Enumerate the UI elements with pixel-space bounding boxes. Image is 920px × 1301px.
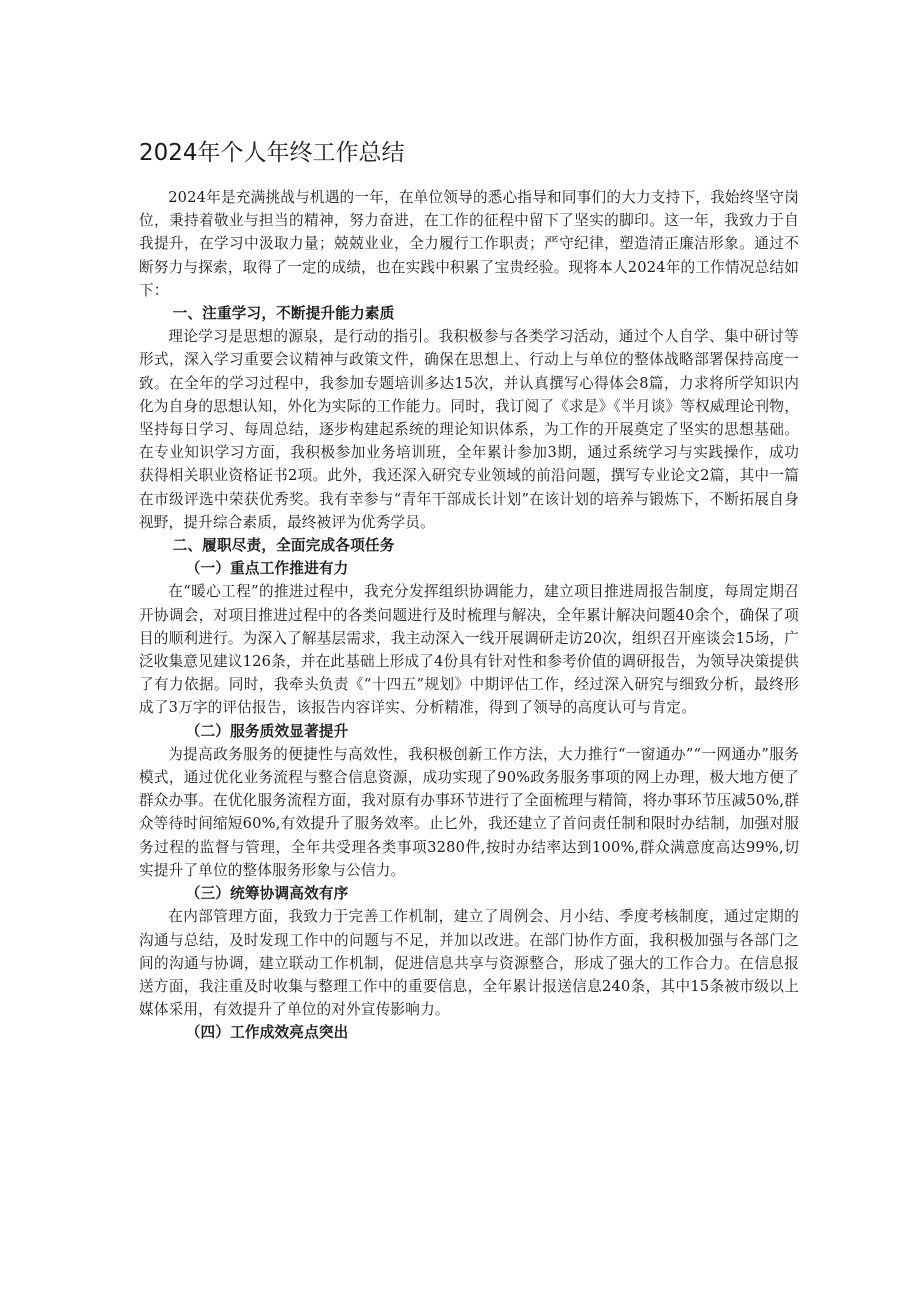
subsection-heading-coordination: （三）统筹协调高效有序	[185, 885, 349, 903]
subsection-heading-highlights: （四）工作成效亮点突出	[185, 1024, 349, 1042]
section-heading-duties: 二、履职尽责，全面完成各项任务	[172, 537, 395, 555]
subsection-paragraph-key-work: 在“暖心工程”的推进过程中，我充分发挥组织协调能力，建立项目推进周报告制度，每周定期召开协调会，对项目推进过程中的各类问题进行及时梳理与解决，全年累计解决问题40余个，确保了项目的顺利进行。为深入了解基层需求，我主动深入一线开展调研走访20次，组织召开座谈会15场，广泛收集意见建议126条，并在此基础上形成了4份具有针对性和参考价值的调研报告，为领导决策提供了有力依据。同时，我牵头负责《“十四五”规划》中期评估工作，经过深入研究与细致分析，最终形成了3万字的评估报告，该报告内容详实、分析精准，得到了领导的高度认可与肯定。	[139, 583, 799, 717]
intro-paragraph: 2024年是充满挑战与机遇的一年，在单位领导的悉心指导和同事们的大力支持下，我始终坚守岗位，秉持着敬业与担当的精神，努力奋进，在工作的征程中留下了坚实的脚印。这一年，我致力于自我提升，在学习中汲取力量；兢兢业业，全力履行工作职责；严守纪律，塑造清正廉洁形象。通过不断努力与探索，取得了一定的成绩，也在实践中积累了宝贵经验。现将本人2024年的工作情况总结如下：	[139, 189, 799, 299]
subsection-heading-service: （二）服务质效显著提升	[185, 722, 349, 740]
document-title: 2024年个人年终工作总结	[139, 140, 405, 166]
document-body	[139, 186, 799, 1045]
subsection-paragraph-coordination: 在内部管理方面，我致力于完善工作机制，建立了周例会、月小结、季度考核制度，通过定期的沟通与总结，及时发现工作中的问题与不足，并加以改进。在部门协作方面，我积极加强与各部门之间的沟通与协调，建立联动工作机制，促进信息共享与资源整合，形成了强大的工作合力。在信息报送方面，我注重及时收集与整理工作中的重要信息，全年累计报送信息240条，其中15条被市级以上媒体采用，有效提升了单位的对外宣传影响力。	[139, 908, 799, 1019]
subsection-paragraph-service: 为提高政务服务的便捷性与高效性，我积极创新工作方法，大力推行“一窗通办”“一网通办”服务模式，通过优化业务流程与整合信息资源，成功实现了90%政务服务事项的网上办理，极大地方便了群众办事。在优化服务流程方面，我对原有办事环节进行了全面梳理与精简，将办事环节压减50%,群众等待时间缩短60%,有效提升了服务效率。止匕外，我还建立了首问责任制和限时办结制，加强对服务过程的监督与管理，全年共受理各类事项3280件,按时办结率达到100%,群众满意度高达99%,切实提升了单位的整体服务形象与公信力。	[139, 745, 799, 879]
subsection-heading-key-work: （一）重点工作推进有力	[185, 560, 349, 578]
section-paragraph-study: 理论学习是思想的源泉，是行动的指引。我积极参与各类学习活动，通过个人自学、集中研讨等形式，深入学习重要会议精神与政策文件，确保在思想上、行动上与单位的整体战略部署保持高度一致。在全年的学习过程中，我参加专题培训多达15次，并认真撰写心得体会8篇，力求将所学知识内化为自身的思想认知，外化为实际的工作能力。同时，我订阅了《求是》《半月谈》等权威理论刊物，坚持每日学习、每周总结，逐步构建起系统的理论知识体系，为工作的开展奠定了坚实的思想基础。在专业知识学习方面，我积极参加业务培训班，全年累计参加3期，通过系统学习与实践操作，成功获得相关职业资格证书2项。此外，我还深入研究专业领域的前沿问题，撰写专业论文2篇，其中一篇在市级评选中荣获优秀奖。我有幸参与“青年干部成长计划”在该计划的培养与锻炼下，不断拓展自身视野，提升综合素质，最终被评为优秀学员。	[139, 328, 799, 531]
section-heading-study: 一、注重学习，不断提升能力素质	[172, 305, 395, 323]
